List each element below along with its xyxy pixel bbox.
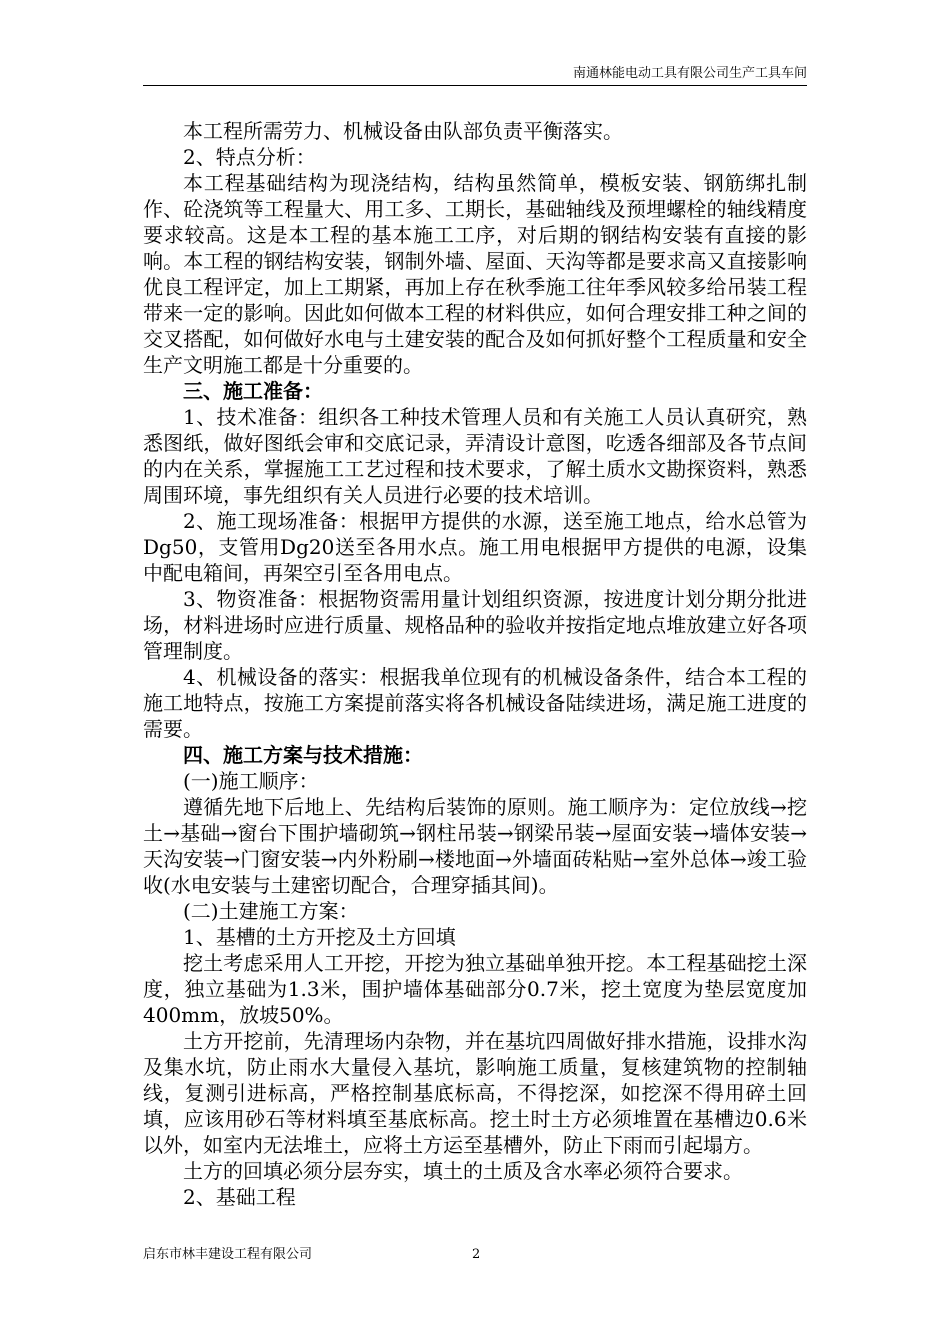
paragraph: 2、基础工程 (183, 1185, 296, 1209)
footer-company: 启东市林丰建设工程有限公司 (143, 1247, 313, 1262)
paragraph: 土方的回填必须分层夯实，填土的土质及含水率必须符合要求。 (183, 1159, 743, 1183)
paragraph: 1、技术准备：组织各工种技术管理人员和有关施工人员认真研究，熟悉图纸，做好图纸会审和交底记录，弄清设计意图，吃透各细部及各节点间的内在关系，掌握施工工艺过程和技术要求，了解土质水文勘探资料，熟悉周围环境，事先组织有关人员进行必要的技术培训。 (143, 405, 807, 507)
paragraph: (二)土建施工方案： (183, 899, 359, 923)
paragraph: 本工程所需劳力、机械设备由队部负责平衡落实。 (183, 119, 623, 143)
page-number: 2 (472, 1247, 481, 1262)
paragraph: 遵循先地下后地上、先结构后装饰的原则。施工顺序为：定位放线→挖土→基础→窗台下围护墙砌筑→钢柱吊装→钢梁吊装→屋面安装→墙体安装→天沟安装→门窗安装→内外粉刷→楼地面→外墙面砖粘贴→室外总体→竣工验收(水电安装与土建密切配合，合理穿插其间)。 (143, 795, 807, 897)
paragraph: 挖土考虑采用人工开挖，开挖为独立基础单独开挖。本工程基础挖土深度，独立基础为1.3米，围护墙体基础部分0.7米，挖土宽度为垫层宽度加400mm，放坡50%。 (143, 951, 807, 1027)
paragraph: 2、特点分析： (183, 145, 316, 169)
header-rule (143, 85, 807, 86)
paragraph: 本工程基础结构为现浇结构，结构虽然简单，模板安装、钢筋绑扎制作、砼浇筑等工程量大、用工多、工期长，基础轴线及预埋螺栓的轴线精度要求较高。这是本工程的基本施工工序，对后期的钢结构安装有直接的影响。本工程的钢结构安装，钢制外墙、屋面、天沟等都是要求高又直接影响优良工程评定，加上工期紧，再加上存在秋季施工往年季风较多给吊装工程带来一定的影响。因此如何做本工程的材料供应，如何合理安排工种之间的交叉搭配，如何做好水电与土建安装的配合及如何抓好整个工程质量和安全生产文明施工都是十分重要的。 (143, 171, 807, 377)
section-heading: 三、施工准备： (183, 379, 323, 403)
paragraph: 3、物资准备：根据物资需用量计划组织资源，按进度计划分期分批进场，材料进场时应进行质量、规格品种的验收并按指定地点堆放建立好各项管理制度。 (143, 587, 807, 663)
section-heading: 四、施工方案与技术措施： (183, 743, 423, 767)
paragraph: 2、施工现场准备：根据甲方提供的水源，送至施工地点，给水总管为Dg50，支管用Dg20送至各用水点。施工用电根据甲方提供的电源，设集中配电箱间，再架空引至各用电点。 (143, 509, 807, 585)
document-body (143, 118, 807, 1210)
paragraph: 土方开挖前，先清理场内杂物，并在基坑四周做好排水措施，设排水沟及集水坑，防止雨水大量侵入基坑，影响施工质量，复核建筑物的控制轴线，复测引进标高，严格控制基底标高，不得挖深，如挖深不得用碎土回填，应该用砂石等材料填至基底标高。挖土时土方必须堆置在基槽边0.6米以外，如室内无法堆土，应将土方运至基槽外，防止下雨而引起塌方。 (143, 1029, 807, 1157)
paragraph: (一)施工顺序： (183, 769, 319, 793)
paragraph: 1、基槽的土方开挖及土方回填 (183, 925, 456, 949)
header-text: 南通林能电动工具有限公司生产工具车间 (572, 66, 807, 81)
paragraph: 4、机械设备的落实：根据我单位现有的机械设备条件，结合本工程的施工地特点，按施工方案提前落实将各机械设备陆续进场，满足施工进度的需要。 (143, 665, 807, 741)
